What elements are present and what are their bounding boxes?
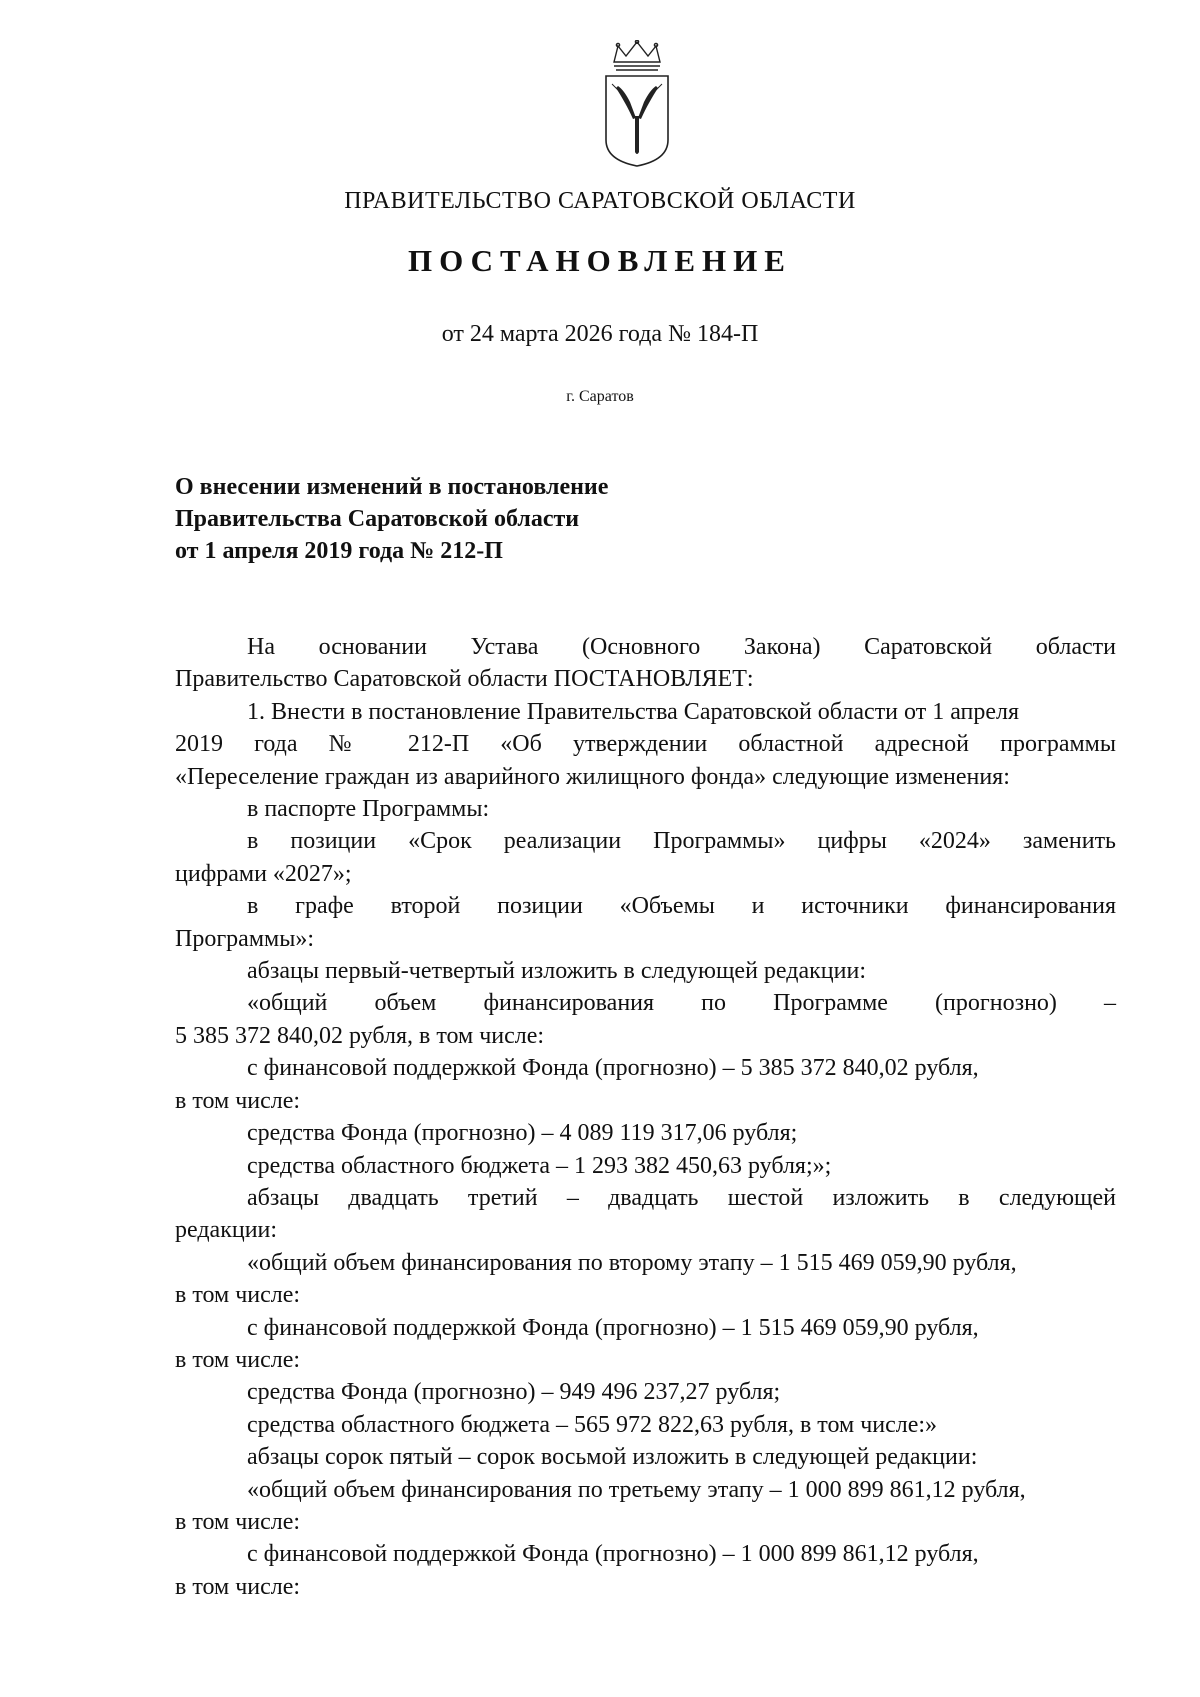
body-line: средства областного бюджета – 1 293 382 450,63 рубля;»;: [247, 1152, 832, 1179]
body-line: «общий объем финансирования по Программе (прогнозно) –: [247, 990, 1116, 1017]
body-line: в паспорте Программы:: [247, 796, 490, 823]
body-line: 5 385 372 840,02 рубля, в том числе:: [175, 1022, 545, 1049]
body-line: 2019 года № 212-П «Об утверждении областной адресной программы: [175, 731, 1116, 758]
body-line: 1. Внести в постановление Правительства Саратовской области от 1 апреля: [247, 698, 1020, 725]
body-line: На основании Устава (Основного Закона) Саратовской области: [247, 634, 1116, 660]
body-line: цифрами «2027»;: [175, 860, 352, 887]
body-line: в том числе:: [175, 1282, 301, 1309]
body-line: в том числе:: [175, 1346, 301, 1373]
title-line: О внесении изменений в постановление: [175, 474, 609, 500]
saratov-coat-of-arms-icon: [600, 40, 674, 170]
body-line: с финансовой поддержкой Фонда (прогнозно) – 5 385 372 840,02 рубля,: [247, 1055, 979, 1082]
document-type: ПОСТАНОВЛЕНИЕ: [408, 243, 792, 278]
body-line: «общий объем финансирования по третьему этапу – 1 000 899 861,12 рубля,: [247, 1476, 1026, 1503]
body-line: в графе второй позиции «Объемы и источники финансирования: [247, 893, 1116, 920]
decree-date-number: от 24 марта 2026 года № 184-П: [441, 321, 759, 347]
body-line: абзацы двадцать третий – двадцать шестой изложить в следующей: [247, 1184, 1116, 1211]
body-line: Программы»:: [175, 925, 314, 952]
document-body: [175, 631, 1116, 1603]
body-line: Правительство Саратовской области ПОСТАНОВЛЯЕТ:: [175, 666, 754, 693]
document-title: [175, 471, 608, 567]
body-line: «общий объем финансирования по второму этапу – 1 515 469 059,90 рубля,: [247, 1249, 1017, 1276]
body-line: редакции:: [175, 1217, 278, 1244]
body-line: абзацы первый-четвертый изложить в следующей редакции:: [247, 958, 866, 985]
body-line: в том числе:: [175, 1573, 301, 1600]
body-line: в том числе:: [175, 1508, 301, 1535]
body-line: средства Фонда (прогнозно) – 4 089 119 317,06 рубля;: [247, 1120, 798, 1147]
title-line: Правительства Саратовской области: [175, 506, 580, 532]
body-line: в позиции «Срок реализации Программы» цифры «2024» заменить: [247, 828, 1116, 855]
body-line: с финансовой поддержкой Фонда (прогнозно) – 1 515 469 059,90 рубля,: [247, 1314, 979, 1341]
body-line: средства областного бюджета – 565 972 822,63 рубля, в том числе:»: [247, 1411, 938, 1438]
title-line: от 1 апреля 2019 года № 212-П: [175, 538, 503, 564]
body-line: абзацы сорок пятый – сорок восьмой изложить в следующей редакции:: [247, 1444, 978, 1471]
body-line: в том числе:: [175, 1087, 301, 1114]
government-name: ПРАВИТЕЛЬСТВО САРАТОВСКОЙ ОБЛАСТИ: [344, 188, 856, 214]
body-line: с финансовой поддержкой Фонда (прогнозно) – 1 000 899 861,12 рубля,: [247, 1541, 979, 1568]
body-line: «Переселение граждан из аварийного жилищного фонда» следующие изменения:: [175, 763, 1010, 790]
city-name: г. Саратов: [566, 388, 634, 405]
body-line: средства Фонда (прогнозно) – 949 496 237,27 рубля;: [247, 1379, 781, 1406]
